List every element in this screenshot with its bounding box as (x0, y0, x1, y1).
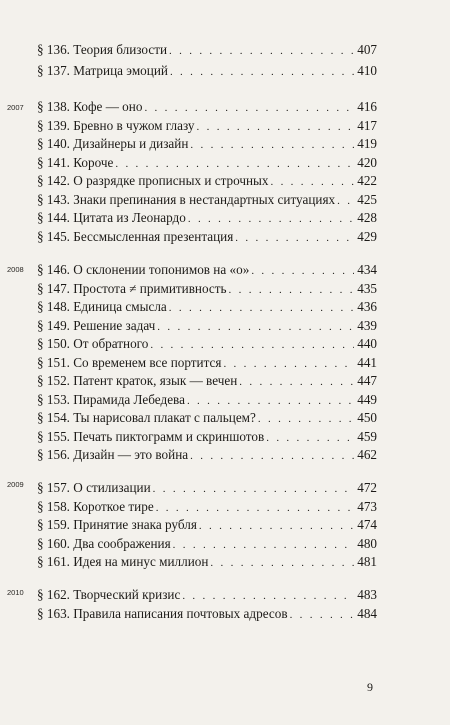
toc-entry[interactable] (37, 135, 377, 153)
entry-title: § 145. Бессмысленная презентация (37, 228, 234, 244)
toc-entry[interactable] (37, 391, 377, 409)
entry-title: § 153. Пирамида Лебедева (37, 391, 185, 407)
entry-page-number: 480 (357, 535, 377, 551)
entry-page-number: 462 (357, 447, 377, 462)
entry-title: § 139. Бревно в чужом глазу (37, 117, 195, 133)
entry-title: § 154. Ты нарисовал плакат с пальцем? (37, 410, 256, 425)
dot-leader (270, 173, 354, 191)
entry-title: § 143. Знаки препинания в нестандартных ситуациях (37, 191, 336, 207)
toc-entry[interactable] (37, 172, 377, 190)
toc-entry[interactable] (37, 280, 377, 298)
dot-leader (210, 554, 354, 572)
toc-entry[interactable] (37, 428, 377, 446)
year-label-2007: 2007 (7, 103, 24, 112)
dot-leader (235, 229, 354, 247)
toc-entry[interactable] (37, 409, 377, 427)
entry-title: § 147. Простота ≠ примитивность (37, 280, 227, 296)
entry-title: § 137. Матрица эмоций (37, 63, 168, 78)
toc-entry[interactable] (37, 498, 377, 516)
dot-leader (337, 192, 354, 210)
toc-entry[interactable] (37, 553, 377, 571)
entry-title: § 136. Теория близости (37, 42, 168, 57)
entry-page-number: 459 (357, 428, 377, 444)
entry-title: § 151. Со временем все портится (37, 354, 222, 370)
dot-leader (157, 318, 354, 336)
dot-leader (115, 155, 354, 173)
entry-page-number: 429 (357, 228, 377, 244)
entry-page-number: 481 (357, 554, 377, 569)
entry-page-number: 450 (357, 410, 377, 425)
entry-page-number: 436 (357, 299, 377, 314)
year-label-2010: 2010 (7, 588, 24, 597)
entry-page-number: 440 (357, 336, 377, 351)
entry-page-number: 473 (357, 498, 377, 514)
entry-page-number: 425 (357, 191, 377, 207)
dot-leader (290, 606, 355, 624)
dot-leader (170, 63, 354, 81)
entry-title: § 146. О склонении топонимов на «о» (37, 262, 250, 277)
dot-leader (169, 42, 354, 60)
toc-entry[interactable] (37, 335, 377, 353)
toc-entry[interactable] (37, 446, 377, 464)
entry-title: § 155. Печать пиктограмм и скриншотов (37, 428, 265, 444)
toc-entry[interactable] (37, 98, 377, 116)
entry-title: § 140. Дизайнеры и дизайн (37, 136, 189, 151)
dot-leader (173, 536, 355, 554)
dot-leader (258, 410, 354, 428)
dot-leader (223, 355, 354, 373)
entry-page-number: 483 (357, 587, 377, 602)
entry-title: § 158. Короткое тире (37, 498, 154, 514)
dot-leader (251, 262, 354, 280)
entry-page-number: 417 (357, 117, 377, 133)
entry-page-number: 441 (357, 354, 377, 370)
entry-title: § 138. Кофе — оно (37, 99, 143, 114)
dot-leader (190, 447, 354, 465)
entry-page-number: 474 (357, 517, 377, 532)
entry-title: § 150. От обратного (37, 336, 149, 351)
dot-leader (190, 136, 354, 154)
dot-leader (266, 429, 354, 447)
toc-entry[interactable] (37, 586, 377, 604)
dot-leader (199, 517, 354, 535)
entry-page-number: 420 (357, 154, 377, 170)
year-label-2009: 2009 (7, 480, 24, 489)
entry-title: § 141. Короче (37, 154, 114, 170)
entry-title: § 149. Решение задач (37, 317, 156, 333)
year-label-2008: 2008 (7, 265, 24, 274)
page-number-footer: 9 (367, 680, 373, 694)
dot-leader (197, 118, 355, 136)
toc-entry[interactable] (37, 516, 377, 534)
toc-entry[interactable] (37, 261, 377, 279)
entry-page-number: 428 (357, 210, 377, 225)
entry-title: § 162. Творческий кризис (37, 587, 181, 602)
dot-leader (169, 299, 354, 317)
dot-leader (182, 587, 354, 605)
toc-entry[interactable] (37, 191, 377, 209)
dot-leader (239, 373, 354, 391)
entry-title: § 163. Правила написания почтовых адресов (37, 605, 288, 621)
dot-leader (150, 336, 354, 354)
entry-page-number: 410 (357, 63, 377, 78)
entry-title: § 142. О разрядке прописных и строчных (37, 173, 269, 188)
dot-leader (229, 281, 355, 299)
toc-entry[interactable] (37, 209, 377, 227)
dot-leader (188, 210, 354, 228)
entry-page-number: 407 (357, 42, 377, 57)
dot-leader (153, 480, 355, 498)
entry-page-number: 439 (357, 317, 377, 333)
entry-page-number: 484 (357, 605, 377, 621)
entry-page-number: 435 (357, 280, 377, 296)
dot-leader (144, 99, 354, 117)
dot-leader (187, 392, 354, 410)
entry-title: § 144. Цитата из Леонардо (37, 210, 186, 225)
entry-page-number: 472 (357, 480, 377, 495)
entry-title: § 161. Идея на минус миллион (37, 554, 209, 569)
entry-title: § 156. Дизайн — это война (37, 447, 189, 462)
entry-title: § 160. Два соображения (37, 535, 171, 551)
entry-title: § 157. О стилизации (37, 480, 151, 495)
toc-entry[interactable] (37, 228, 377, 246)
entry-page-number: 422 (357, 173, 377, 188)
entry-page-number: 416 (357, 99, 377, 114)
toc-entry[interactable] (37, 41, 377, 59)
entry-title: § 148. Единица смысла (37, 299, 167, 314)
toc-entry[interactable] (37, 62, 377, 80)
dot-leader (156, 499, 355, 517)
toc-entry[interactable] (37, 535, 377, 553)
toc-entry[interactable] (37, 317, 377, 335)
entry-title: § 159. Принятие знака рубля (37, 517, 197, 532)
toc-entry[interactable] (37, 298, 377, 316)
entry-page-number: 434 (357, 262, 377, 277)
toc-entry[interactable] (37, 117, 377, 135)
toc-entry[interactable] (37, 605, 377, 623)
toc-entry[interactable] (37, 154, 377, 172)
entry-title: § 152. Патент краток, язык — вечен (37, 373, 238, 388)
entry-page-number: 419 (357, 136, 377, 151)
toc-entry[interactable] (37, 354, 377, 372)
toc-entry[interactable] (37, 479, 377, 497)
entry-page-number: 447 (357, 373, 377, 388)
entry-page-number: 449 (357, 391, 377, 407)
toc-entry[interactable] (37, 372, 377, 390)
